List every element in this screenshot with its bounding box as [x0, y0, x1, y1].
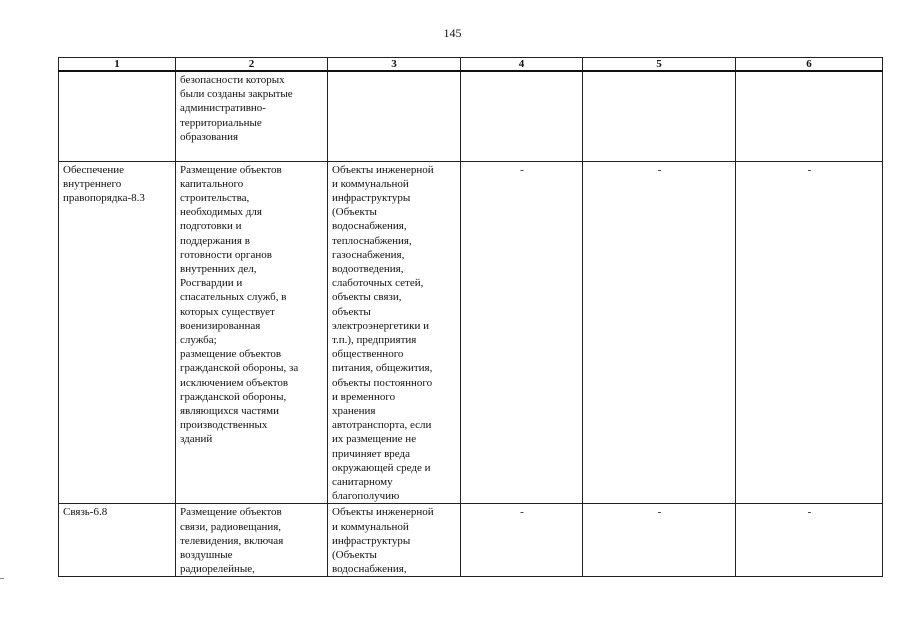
table-cell: Объекты инженерной и коммунальной инфраструктуры (Объекты водоснабжения, теплоснабжения, газоснабжения, водоотведения, слаботочных сетей, объекты связи, объекты электроэнергетики и т.п.), предприятия общественного питания, общежития, объекты постоянного и временного хранения автотранспорта, если их размещение не причиняет вреда окружающей среде и санитарному благополучию — [328, 161, 461, 504]
table-cell: Обеспечение внутреннего правопорядка-8.3 — [59, 161, 176, 504]
table-cell — [736, 71, 883, 161]
table-header-row — [59, 58, 883, 72]
column-header: 4 — [461, 58, 583, 72]
column-header: 6 — [736, 58, 883, 72]
table-cell: - — [461, 504, 583, 577]
column-header: 5 — [583, 58, 736, 72]
document-table — [58, 57, 883, 577]
table-cell: - — [583, 504, 736, 577]
table-cell — [328, 71, 461, 161]
table-cell: Связь-6.8 — [59, 504, 176, 577]
table-cell — [461, 71, 583, 161]
table-cell: - — [583, 161, 736, 504]
table-cell: - — [736, 161, 883, 504]
table-row — [59, 504, 883, 577]
column-header: 2 — [176, 58, 328, 72]
column-header: 1 — [59, 58, 176, 72]
table-cell: - — [461, 161, 583, 504]
column-header: 3 — [328, 58, 461, 72]
table-cell: безопасности которых были созданы закрытые административно- территориальные образования — [176, 71, 328, 161]
table-row — [59, 71, 883, 161]
table-cell: Размещение объектов капитального строительства, необходимых для подготовки и поддержания в готовности органов внутренних дел, Росгвардии и спасательных служб, в которых существует военизированная служба; размещение объектов гражданской обороны, за исключением объектов гражданской обороны, являющихся частями производственных зданий — [176, 161, 328, 504]
table-cell: Объекты инженерной и коммунальной инфраструктуры (Объекты водоснабжения, — [328, 504, 461, 577]
table-cell: Размещение объектов связи, радиовещания, телевидения, включая воздушные радиорелейные, — [176, 504, 328, 577]
table-row — [59, 161, 883, 504]
table-cell — [59, 71, 176, 161]
scan-edge-mark — [0, 578, 4, 579]
page-number: 145 — [443, 26, 462, 40]
table-cell: - — [736, 504, 883, 577]
table-cell — [583, 71, 736, 161]
